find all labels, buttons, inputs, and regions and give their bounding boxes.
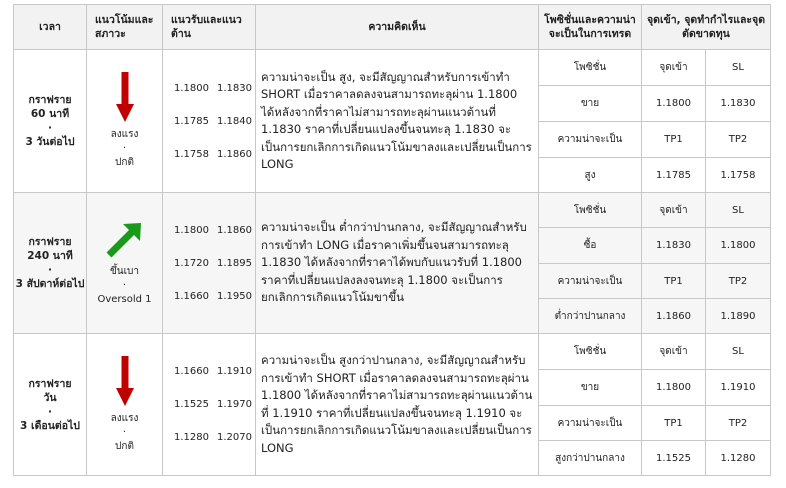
separator-dot: · <box>122 426 127 438</box>
trend-cell <box>87 334 163 476</box>
support-level: 1.1720 <box>174 257 209 269</box>
trend-cell <box>87 50 163 193</box>
level-pair <box>174 72 255 105</box>
resistance-level: 1.1950 <box>217 290 252 302</box>
resistance-level: 1.1830 <box>217 82 252 94</box>
trade-entry-cell: จุดเข้า <box>642 193 706 228</box>
trade-position-cell: ความน่าจะเป็น <box>539 122 642 158</box>
level-pair <box>174 421 255 454</box>
trade-stop-loss-cell: 1.1830 <box>706 86 771 122</box>
trend-strength: ลงแรง <box>110 129 139 140</box>
level-pair <box>174 214 255 247</box>
trade-position-cell: ความน่าจะเป็น <box>539 406 642 441</box>
trade-stop-loss-cell: SL <box>706 50 771 86</box>
trade-stop-loss-cell: 1.1758 <box>706 158 771 193</box>
support-resistance-cell <box>163 50 256 193</box>
separator-dot: · <box>122 280 127 291</box>
trend-condition: ปกติ <box>115 157 134 168</box>
support-level: 1.1800 <box>174 224 209 236</box>
trade-stop-loss-cell: 1.1800 <box>706 228 771 264</box>
separator-dot: · <box>48 122 52 134</box>
trade-position-cell: สูงกว่าปานกลาง <box>539 441 642 476</box>
resistance-level: 1.1895 <box>217 257 252 269</box>
resistance-level: 1.1970 <box>217 399 252 410</box>
trade-position-cell: ซื้อ <box>539 228 642 264</box>
trade-entry-cell: TP1 <box>642 122 706 158</box>
level-pair <box>174 105 255 138</box>
timeframe-cell <box>14 193 87 334</box>
trade-stop-loss-cell: TP2 <box>706 122 771 158</box>
timeframe-label: กราฟราย <box>28 377 72 390</box>
support-level: 1.1758 <box>174 148 209 160</box>
timeframe-horizon: 3 วันต่อไป <box>25 136 75 148</box>
support-level: 1.1785 <box>174 115 209 127</box>
trade-entry-cell: 1.1525 <box>642 441 706 476</box>
level-pair <box>174 247 255 280</box>
resistance-level: 1.1860 <box>217 224 252 236</box>
trend-condition: ปกติ <box>115 440 134 452</box>
resistance-level: 1.2070 <box>217 432 252 443</box>
comment-cell: ความน่าจะเป็น สูง, จะมีสัญญาณสำหรับการเข้าทำ SHORT เมื่อราคาลดลงจนสามารถทะลุผ่าน 1.1800 ได้หลังจากที่ราคาไม่สามารถทะลุผ่านแนวต้านที่ 1.1830 ราคาที่เปลี่ยนแปลงขึ้นจนทะลุ 1.1830 จะเป็นการยกเลิกการเกิดแนวโน้มขาลงและเปลี่ยนเป็นการ LONG <box>256 50 539 193</box>
level-pair <box>174 355 255 388</box>
down-arrow-icon <box>87 72 162 122</box>
table-row <box>14 193 771 228</box>
separator-dot: · <box>48 405 52 418</box>
support-level: 1.1660 <box>174 290 209 302</box>
trend-condition: Oversold 1 <box>97 294 152 305</box>
trade-entry-cell: TP1 <box>642 264 706 299</box>
resistance-level: 1.1860 <box>217 148 252 160</box>
trade-stop-loss-cell: 1.1910 <box>706 370 771 406</box>
trade-entry-cell: จุดเข้า <box>642 334 706 370</box>
trade-entry-cell: 1.1800 <box>642 86 706 122</box>
timeframe-label: กราฟราย <box>28 94 72 106</box>
trade-entry-cell: จุดเข้า <box>642 50 706 86</box>
support-level: 1.1660 <box>174 366 209 377</box>
timeframe-horizon: 3 สัปดาห์ต่อไป <box>15 278 85 290</box>
table-row <box>14 334 771 370</box>
resistance-level: 1.1910 <box>217 366 252 377</box>
trend-strength: ลงแรง <box>110 412 139 424</box>
trade-entry-cell: 1.1800 <box>642 370 706 406</box>
trade-stop-loss-cell: 1.1890 <box>706 299 771 334</box>
trade-position-cell: สูง <box>539 158 642 193</box>
timeframe-cell <box>14 334 87 476</box>
timeframe-horizon: 3 เดือนต่อไป <box>20 419 80 432</box>
timeframe-cell <box>14 50 87 193</box>
separator-dot: · <box>122 143 127 154</box>
trend-strength: ขึ้นเบา <box>109 266 140 277</box>
table-row <box>14 50 771 86</box>
trade-stop-loss-cell: 1.1280 <box>706 441 771 476</box>
trend-cell <box>87 193 163 334</box>
trade-stop-loss-cell: TP2 <box>706 406 771 441</box>
trade-stop-loss-cell: SL <box>706 334 771 370</box>
header-time: เวลา <box>14 5 87 50</box>
trade-stop-loss-cell: TP2 <box>706 264 771 299</box>
trade-analysis-table <box>13 4 771 476</box>
trade-position-cell: ความน่าจะเป็น <box>539 264 642 299</box>
trade-entry-cell: 1.1860 <box>642 299 706 334</box>
trade-position-cell: ต่ำกว่าปานกลาง <box>539 299 642 334</box>
level-pair <box>174 280 255 313</box>
trade-position-cell: โพซิชั่น <box>539 50 642 86</box>
trade-stop-loss-cell: SL <box>706 193 771 228</box>
level-pair <box>174 388 255 421</box>
header-comment: ความคิดเห็น <box>256 5 539 50</box>
comment-cell: ความน่าจะเป็น สูงกว่าปานกลาง, จะมีสัญญาณสำหรับการเข้าทำ SHORT เมื่อราคาลดลงจนสามารถทะลุผ่าน 1.1800 ได้หลังจากที่ราคาไม่สามารถทะลุผ่านแนวต้านที่ 1.1910 ราคาที่เปลี่ยนแปลงขึ้นจนทะลุ 1.1910 จะเป็นการยกเลิกการเกิดแนวโน้มขาลงและเปลี่ยนเป็นการ LONG <box>256 334 539 476</box>
level-pair <box>174 138 255 171</box>
trade-position-cell: โพซิชั่น <box>539 334 642 370</box>
trade-entry-cell: TP1 <box>642 406 706 441</box>
header-position: โพซิชั่นและความน่าจะเป็นในการเทรด <box>539 5 642 50</box>
table-header-row <box>14 5 771 50</box>
separator-dot: · <box>48 264 52 276</box>
trade-entry-cell: 1.1785 <box>642 158 706 193</box>
timeframe-label: กราฟราย <box>28 236 72 248</box>
timeframe-period: 60 นาที <box>30 108 70 120</box>
timeframe-period: 240 นาที <box>27 250 73 262</box>
trade-entry-cell: 1.1830 <box>642 228 706 264</box>
resistance-level: 1.1840 <box>217 115 252 127</box>
trade-position-cell: โพซิชั่น <box>539 193 642 228</box>
down-arrow-icon <box>87 356 162 406</box>
header-trend: แนวโน้มและสภาวะ <box>87 5 163 50</box>
support-level: 1.1280 <box>174 432 209 443</box>
support-resistance-cell <box>163 193 256 334</box>
support-level: 1.1800 <box>174 82 209 94</box>
up-right-arrow-icon <box>87 219 162 259</box>
header-levels: แนวรับและแนวต้าน <box>163 5 256 50</box>
header-points: จุดเข้า, จุดทำกำไรและจุดตัดขาดทุน <box>642 5 771 50</box>
timeframe-period: วัน <box>43 391 57 404</box>
trade-position-cell: ขาย <box>539 86 642 122</box>
support-level: 1.1525 <box>174 399 209 410</box>
support-resistance-cell <box>163 334 256 476</box>
comment-cell: ความน่าจะเป็น ต่ำกว่าปานกลาง, จะมีสัญญาณสำหรับการเข้าทำ LONG เมื่อราคาเพิ่มขึ้นจนสามารถทะลุ 1.1830 ได้หลังจากที่ราคาได้พบกับแนวรับที่ 1.1800 ราคาที่เปลี่ยนแปลงลงจนทะลุ 1.1800 จะเป็นการยกเลิกการเกิดแนวโน้มขาขึ้น <box>256 193 539 334</box>
trade-position-cell: ขาย <box>539 370 642 406</box>
